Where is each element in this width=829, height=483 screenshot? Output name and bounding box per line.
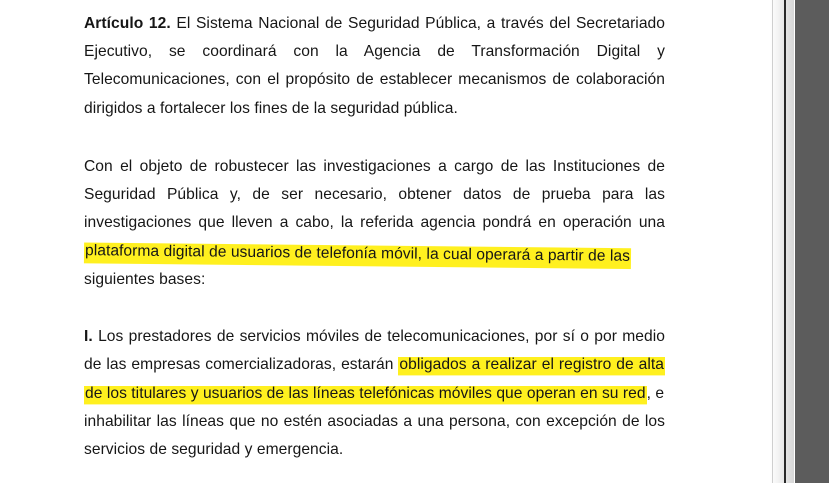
numeral-label: I. bbox=[84, 328, 93, 345]
paragraph2-line-2: Seguridad Pública y, de ser necesario, obtener datos de prueba para las bbox=[84, 186, 665, 203]
article-label: Artículo 12. bbox=[84, 15, 171, 32]
paragraph3-line-3-text: , e bbox=[646, 385, 665, 402]
paragraph2-line-5: siguientes bases: bbox=[84, 271, 206, 288]
article-line-2: Ejecutivo, se coordinará con la Agencia de Transformación Digital y bbox=[84, 43, 665, 60]
paragraph2-line-4 bbox=[84, 242, 665, 268]
page-edge-border bbox=[784, 0, 786, 483]
article-line-4: dirigidos a fortalecer los fines de la seguridad pública. bbox=[84, 100, 458, 117]
paragraph3-line-1-text: Los prestadores de servicios móviles de telecomunicaciones, por sí o por medio bbox=[98, 328, 665, 345]
highlight-mark: de los titulares y usuarios de las líneas telefónicas móviles que operan en su red bbox=[84, 383, 647, 406]
highlight-mark: obligados a realizar el registro de alta bbox=[398, 354, 665, 377]
paragraph2-line-3: investigaciones que lleven a cabo, la referida agencia pondrá en operación una bbox=[84, 214, 665, 231]
paragraph3-line-2-text: de las empresas comercializadoras, estarán bbox=[84, 356, 394, 373]
paragraph2-line-1: Con el objeto de robustecer las investigaciones a cargo de las Instituciones de bbox=[84, 158, 665, 175]
page-edge-crease bbox=[772, 0, 773, 483]
paragraph3-line-2 bbox=[84, 355, 665, 375]
viewer-background bbox=[795, 0, 829, 483]
paragraph3-line-1 bbox=[84, 327, 665, 347]
paragraph3-line-5: servicios de seguridad y emergencia. bbox=[84, 441, 344, 458]
page-edge-shadow bbox=[770, 0, 794, 483]
article-line-1 bbox=[84, 14, 665, 34]
article-line-1-text: El Sistema Nacional de Seguridad Pública, a través del Secretariado bbox=[176, 15, 665, 32]
paragraph3-line-4: inhabilitar las líneas que no estén asociadas a una persona, con excepción de los bbox=[84, 413, 665, 430]
highlight-mark: plataforma digital de usuarios de telefonía móvil, la cual operará a partir de las bbox=[84, 239, 631, 271]
article-line-3: Telecomunicaciones, con el propósito de establecer mecanismos de colaboración bbox=[84, 71, 665, 88]
paragraph3-line-3 bbox=[84, 384, 665, 404]
